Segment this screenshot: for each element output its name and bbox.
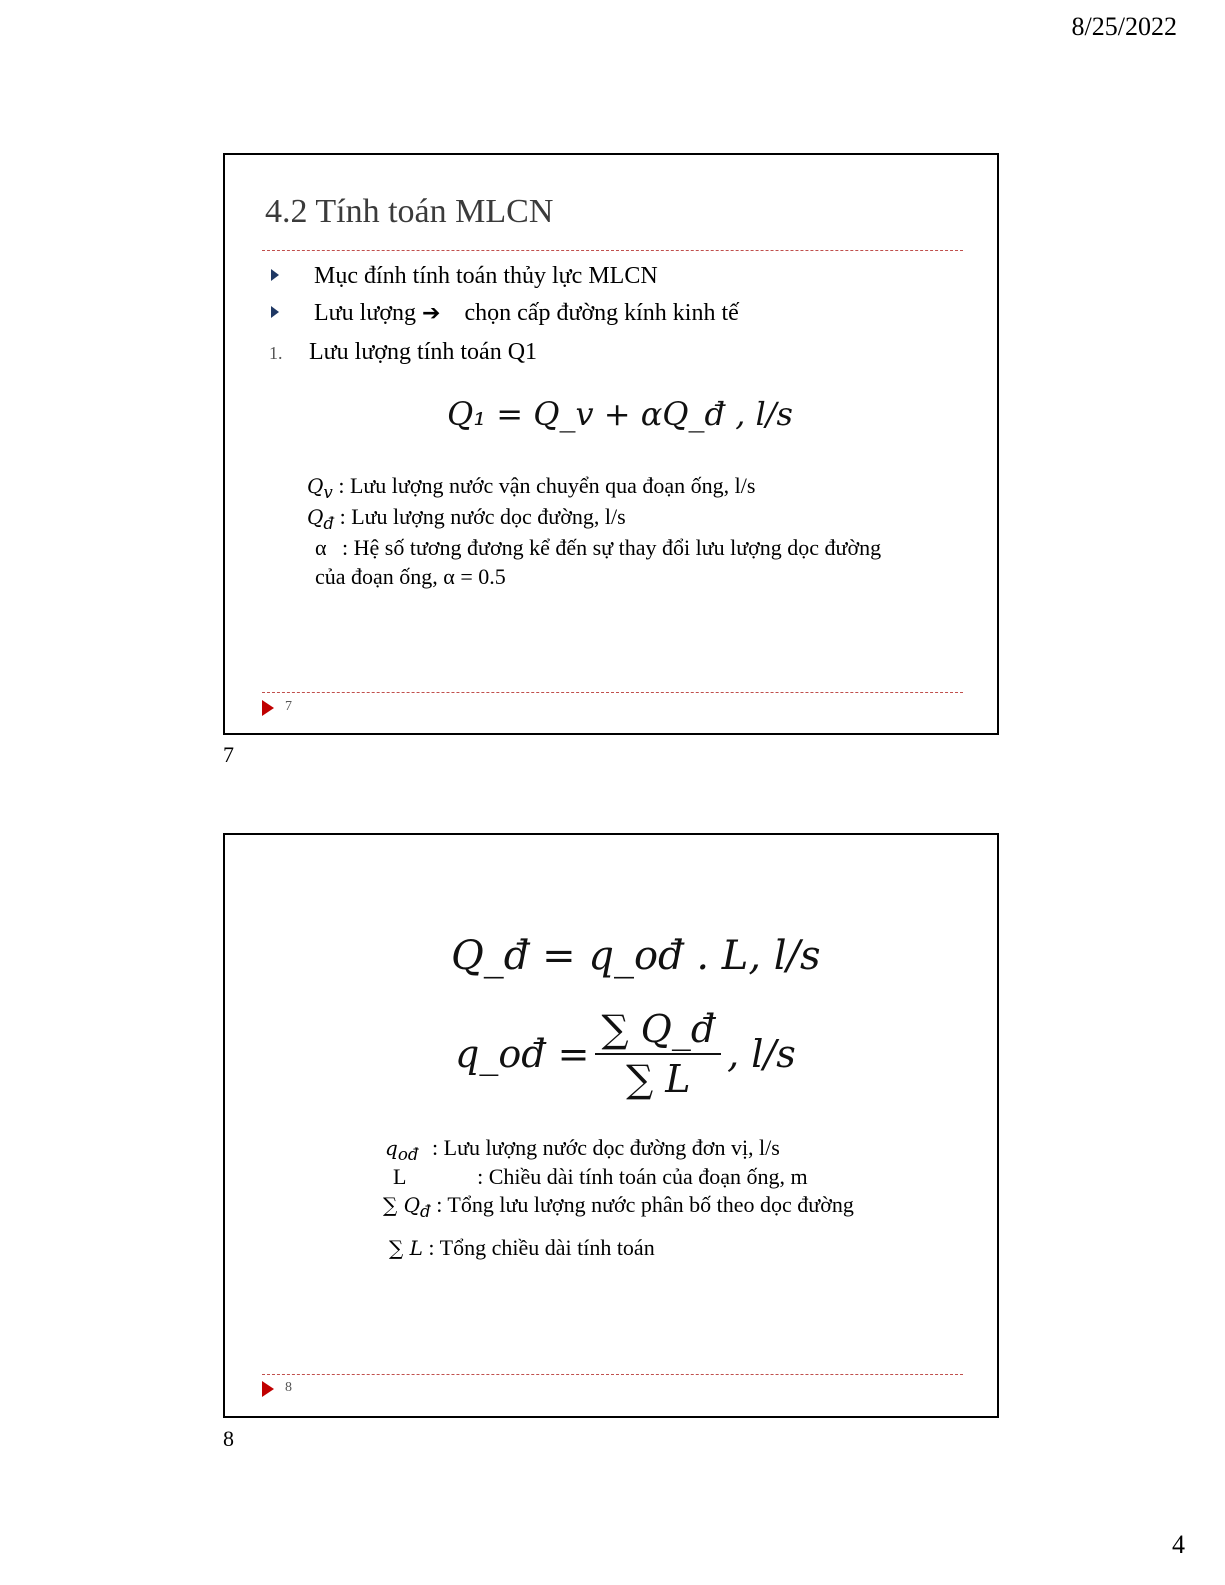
numbered-item-1 <box>269 339 537 366</box>
slide-number: 8 <box>285 1380 292 1395</box>
slide-title: 4.2 Tính toán MLCN <box>265 193 554 230</box>
bullet-arrow-icon <box>271 306 279 318</box>
document-date: 8/25/2022 <box>1071 12 1177 41</box>
slide-label-8: 8 <box>223 1426 234 1451</box>
definition-alpha: α : Hệ số tương đương kể đến sự thay đổi lưu lượng dọc đường <box>315 535 882 560</box>
fraction <box>595 1007 721 1101</box>
definition-sum-qd: ∑ $Q_đ$ : Tổng lưu lượng nước phân bố theo dọc đường <box>383 1192 854 1221</box>
symbol-sum-qd: ∑ $Q_đ$ <box>383 1193 431 1221</box>
symbol-sum-l: ∑ L <box>389 1236 423 1260</box>
bullet-arrow-icon <box>271 269 279 281</box>
slide-number: 7 <box>285 699 292 714</box>
slide-marker-icon <box>262 700 274 716</box>
symbol-qv: $Q_v$ <box>307 474 333 502</box>
bullet-item-1 <box>271 263 658 290</box>
numbered-text: Lưu lượng tính toán Q1 <box>309 339 538 365</box>
title-divider <box>262 250 963 251</box>
symbol-qod: $q_{ođ}$ <box>385 1136 419 1164</box>
page-number: 4 <box>1172 1530 1185 1559</box>
slide-marker-icon <box>262 1381 274 1397</box>
bullet-text: Mục đính tính toán thủy lực MLCN <box>314 263 658 289</box>
footer-divider <box>262 1374 963 1375</box>
bullet-text: Lưu lượng <box>314 300 417 326</box>
fraction-denominator: ∑ L <box>626 1057 691 1101</box>
bullet-text-continuation: chọn cấp đường kính kinh tế <box>464 300 739 326</box>
formula-qod: q_ođ = $\frac{\sum Q\_đ}{\sum L}$ , l/s <box>455 1007 796 1101</box>
number-marker: 1. <box>269 343 283 363</box>
slide-8 <box>223 833 999 1418</box>
right-arrow-icon: ➔ <box>422 301 441 326</box>
formula-q1: Q₁ = Q_v + αQ_đ , l/s <box>447 395 793 433</box>
slide-7 <box>223 153 999 735</box>
formula-qd: Q_đ = q_ođ . L, l/s <box>451 933 821 979</box>
symbol-alpha: α <box>315 535 327 560</box>
definition-qd: $Q_đ$ : Lưu lượng nước dọc đường, l/s <box>307 504 626 533</box>
bullet-item-2 <box>271 300 739 327</box>
definition-sum-l: ∑ L : Tổng chiều dài tính toán <box>389 1235 655 1260</box>
definition-l: L : Chiều dài tính toán của đoạn ống, m <box>393 1164 808 1189</box>
fraction-numerator: ∑ Q_đ <box>595 1007 721 1055</box>
symbol-qd: $Q_đ$ <box>307 505 335 533</box>
slide-label-7: 7 <box>223 742 234 767</box>
definition-qv: $Q_v$ : Lưu lượng nước vận chuyển qua đoạn ống, l/s <box>307 473 756 502</box>
definition-qod: $q_{ođ}$ : Lưu lượng nước dọc đường đơn vị, l/s <box>385 1135 780 1164</box>
footer-divider <box>262 692 963 693</box>
symbol-l: L <box>393 1164 406 1189</box>
definition-alpha-cont: của đoạn ống, α = 0.5 <box>315 564 506 589</box>
